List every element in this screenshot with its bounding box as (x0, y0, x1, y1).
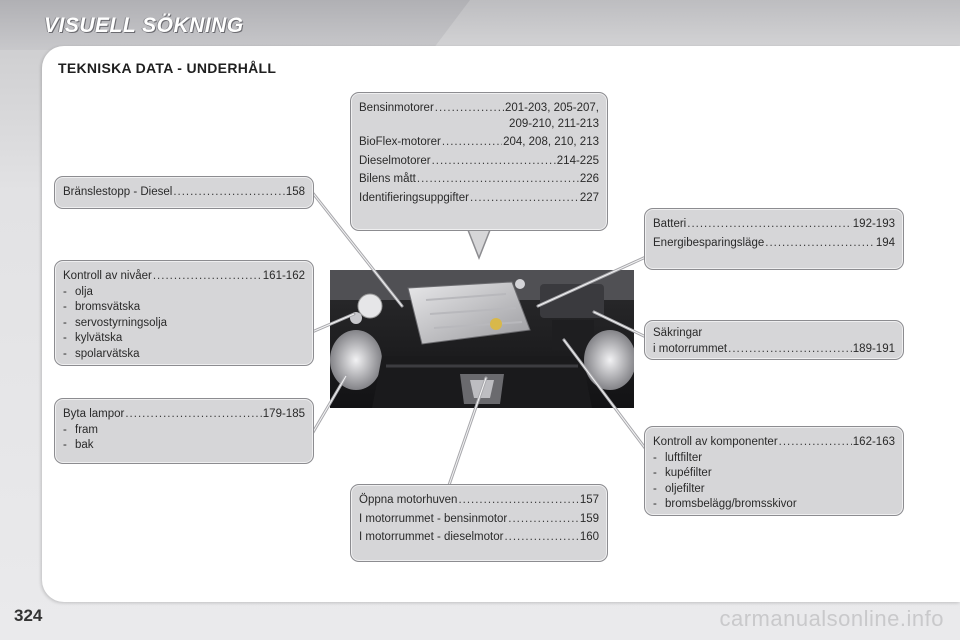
lamps-item: - fram (63, 423, 98, 436)
lamps-item: - bak (63, 439, 94, 451)
fuses-box (644, 320, 904, 360)
engine-row-dimensions: Bilens mått ..... 226 (359, 172, 599, 188)
lamps-row: Byta lampor ..... 179-185 (63, 407, 305, 423)
bonnet-row-diesel: I motorrummet - dieselmotor ..... 160 (359, 530, 599, 546)
components-item: - kupéfilter (653, 467, 712, 479)
fuel-row: Bränslestopp - Diesel ..... 158 (63, 185, 305, 201)
watermark: carmanualsonline.info (719, 606, 944, 631)
section-title: TEKNISKA DATA - UNDERHÅLL (58, 60, 277, 76)
fuses-title: Säkringar (653, 327, 703, 339)
components-item: - bromsbelägg/bromsskivor (653, 498, 797, 510)
engine-row-bioflex: BioFlex-motorer ..... 204, 208, 210, 213 (359, 135, 599, 151)
fuel-stop-box (54, 176, 314, 209)
components-row: Kontroll av komponenter ..... 162-163 (653, 435, 895, 451)
engine-row-identification: Identifieringsuppgifter ..... 227 (359, 191, 599, 207)
levels-item: - kylvätska (63, 332, 123, 344)
engine-specs-box (350, 92, 608, 231)
engine-row-diesel: Dieselmotorer ..... 214-225 (359, 154, 599, 170)
engine-row-petrol: Bensinmotorer ..... 201-203, 205-207, (359, 101, 599, 117)
components-box (644, 426, 904, 516)
bonnet-row-open: Öppna motorhuven ..... 157 (359, 493, 599, 509)
bonnet-box (350, 484, 608, 562)
levels-box (54, 260, 314, 366)
bonnet-row-petrol: I motorrummet - bensinmotor ..... 159 (359, 512, 599, 528)
page-title: VISUELL SÖKNING (44, 14, 244, 37)
fuses-row: i motorrummet ..... 189-191 (653, 342, 895, 358)
levels-item: - servostyrningsolja (63, 316, 168, 329)
page-number: 324 (14, 606, 43, 625)
components-item: - luftfilter (653, 451, 703, 464)
engine-row-petrol-cont: 209-210, 211-213 (509, 117, 599, 130)
levels-item: - bromsvätska (63, 301, 141, 313)
battery-row: Batteri ..... 192-193 (653, 217, 895, 233)
battery-box (644, 208, 904, 270)
levels-item: - olja (63, 285, 93, 298)
levels-item: - spolarvätska (63, 347, 140, 360)
components-item: - oljefilter (653, 482, 705, 495)
lamps-box (54, 398, 314, 464)
energy-saving-row: Energibesparingsläge ..... 194 (653, 236, 895, 252)
levels-row: Kontroll av nivåer ..... 161-162 (63, 269, 305, 285)
